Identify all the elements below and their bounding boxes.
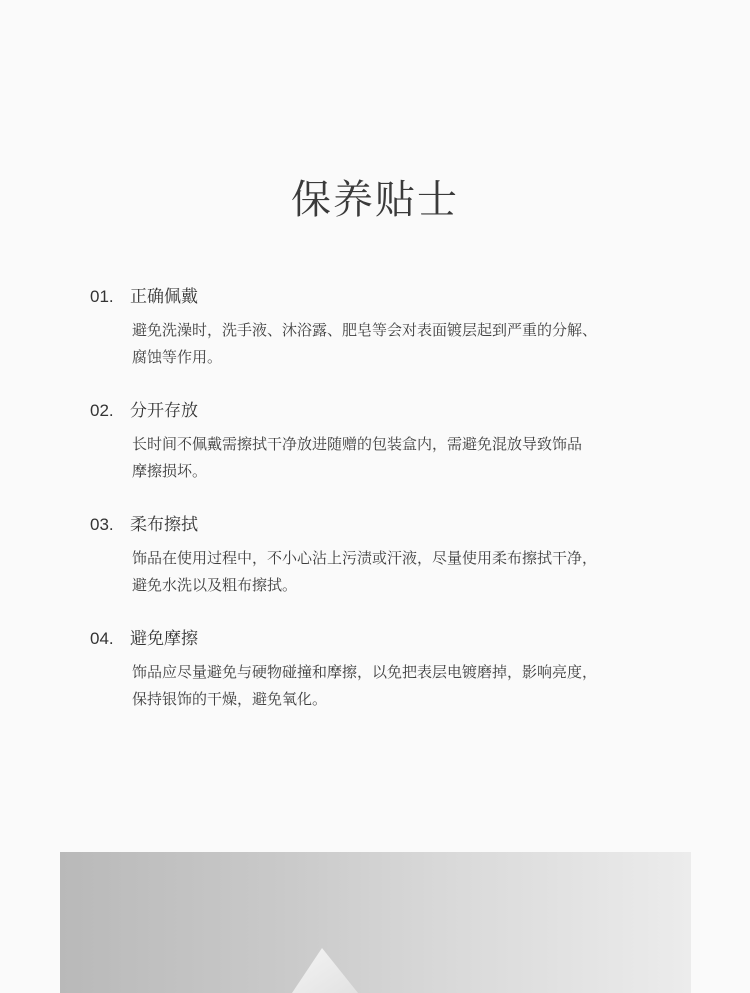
page-title: 保养贴士 (291, 177, 459, 223)
tip-body (132, 431, 670, 485)
tip-heading-row (90, 625, 670, 653)
tip-item-3 (90, 511, 670, 599)
tip-body-line: 避免洗澡时，洗手液、沐浴露、肥皂等会对表面镀层起到严重的分解、 (132, 321, 598, 339)
tip-body (132, 545, 670, 599)
tip-body-line: 避免水洗以及粗布擦拭。 (132, 576, 298, 594)
tip-heading: 柔布擦拭 (130, 515, 198, 535)
tip-heading: 避免摩擦 (130, 629, 198, 649)
tip-body-line: 长时间不佩戴需擦拭干净放进随赠的包装盒内，需避免混放导致饰品 (132, 435, 583, 453)
product-banner-image (60, 852, 691, 993)
tip-number: 01. (90, 287, 114, 306)
triangle-shape (292, 948, 358, 993)
tip-number: 03. (90, 515, 114, 534)
tip-body-line: 腐蚀等作用。 (132, 348, 223, 366)
tip-heading-row (90, 283, 670, 311)
tip-heading-row (90, 397, 670, 425)
tip-body (132, 317, 670, 371)
tip-body-line: 保持银饰的干燥，避免氧化。 (132, 690, 328, 708)
tip-body-line: 饰品在使用过程中，不小心沾上污渍或汗液，尽量使用柔布擦拭干净， (132, 549, 598, 567)
tip-item-2 (90, 397, 670, 485)
tip-heading: 分开存放 (130, 401, 198, 421)
tip-item-4 (90, 625, 670, 713)
tip-item-1 (90, 283, 670, 371)
tip-number: 02. (90, 401, 114, 420)
care-tips-list (90, 283, 670, 739)
tip-body-line: 摩擦损坏。 (132, 462, 208, 480)
tip-number: 04. (90, 629, 114, 648)
tip-body-line: 饰品应尽量避免与硬物碰撞和摩擦，以免把表层电镀磨掉，影响亮度， (132, 663, 598, 681)
tip-heading-row (90, 511, 670, 539)
tip-heading: 正确佩戴 (130, 287, 198, 307)
tip-body (132, 659, 670, 713)
banner-decoration (60, 852, 691, 993)
